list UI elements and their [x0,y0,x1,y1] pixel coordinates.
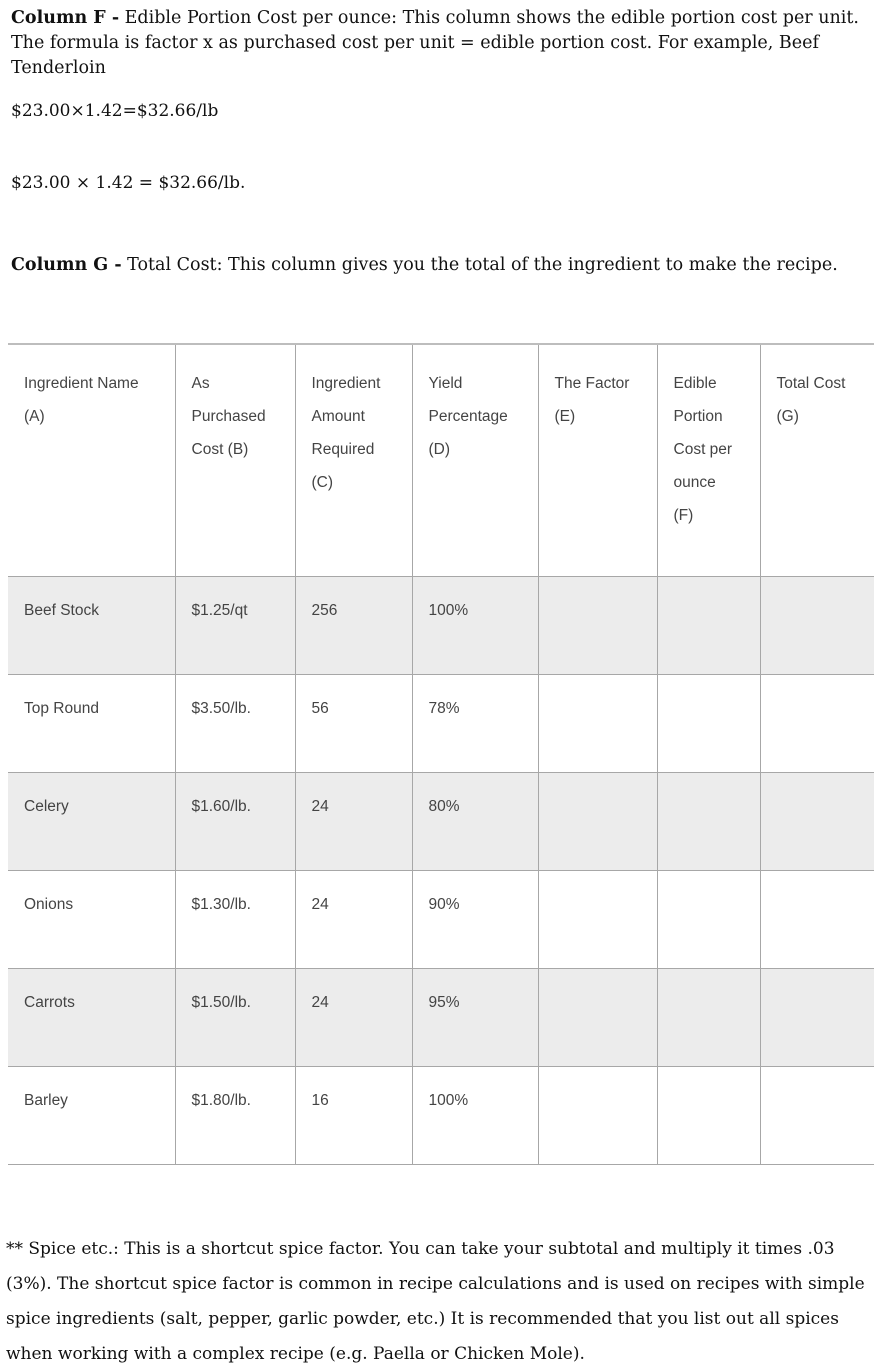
table-cell [760,968,874,1066]
table-cell: 24 [295,870,412,968]
column-header [295,344,412,576]
table-cell [657,968,760,1066]
table-cell [538,576,657,674]
table-cell: Carrots [8,968,175,1066]
table-cell [538,870,657,968]
table-cell [760,772,874,870]
column-f-paragraph [11,6,871,81]
table-cell: $1.60/lb. [175,772,295,870]
table-cell: Top Round [8,674,175,772]
column-header-line: ounce [673,474,716,491]
column-g-text: Total Cost: This column gives you the total of the ingredient to make the recipe. [121,255,838,275]
table-cell [760,1066,874,1164]
column-header-line: Required [311,441,375,458]
table-cell [657,772,760,870]
column-header-line: As [191,375,210,392]
column-header-line: (E) [554,408,576,425]
table-row [8,576,874,674]
table-cell [538,1066,657,1164]
column-header [8,344,175,576]
column-f-heading: Column F - [11,8,120,28]
table-cell [760,674,874,772]
table-cell [760,870,874,968]
table-cell [538,968,657,1066]
table-body [8,576,874,1164]
column-header [760,344,874,576]
column-header-line: Ingredient [311,375,381,392]
table-cell: 24 [295,772,412,870]
column-header-line: (D) [428,441,451,458]
table-row [8,674,874,772]
column-header-line: Total Cost [776,375,846,392]
table-cell: 100% [412,576,538,674]
table-cell: Onions [8,870,175,968]
column-header-line: (C) [311,474,334,491]
column-header-line: Amount [311,408,365,425]
table-cell: 256 [295,576,412,674]
table-cell: 56 [295,674,412,772]
table-cell: 100% [412,1066,538,1164]
column-header-line: The Factor [554,375,630,392]
table-row [8,772,874,870]
column-header-line: Cost (B) [191,441,249,458]
formula-example-2: $23.00 × 1.42 = $32.66/lb. [11,173,246,193]
column-header-line: Yield [428,375,463,392]
table-cell: 95% [412,968,538,1066]
column-g-paragraph [11,253,838,277]
table-cell: 90% [412,870,538,968]
table-row [8,870,874,968]
table-cell: $1.30/lb. [175,870,295,968]
table-cell: $1.80/lb. [175,1066,295,1164]
table-row [8,1066,874,1164]
column-header [538,344,657,576]
column-header-line: Purchased [191,408,266,425]
table-cell [760,576,874,674]
table-cell [538,772,657,870]
table-cell: 78% [412,674,538,772]
table-cell: $3.50/lb. [175,674,295,772]
column-header [657,344,760,576]
table-cell: $1.50/lb. [175,968,295,1066]
table-cell: 80% [412,772,538,870]
table-cell [657,1066,760,1164]
column-header [175,344,295,576]
table-cell: 24 [295,968,412,1066]
column-header-line: (F) [673,507,694,524]
column-header-line: Ingredient Name [24,375,139,392]
column-g-heading: Column G - [11,255,122,275]
table-cell [657,870,760,968]
table-header [8,344,874,576]
table-row [8,968,874,1066]
table-cell [657,576,760,674]
column-header-line: (G) [776,408,799,425]
table-cell [538,674,657,772]
table-cell [657,674,760,772]
column-header [412,344,538,576]
spice-note: ** Spice etc.: This is a shortcut spice factor. You can take your subtotal and multiply it times .03 (3%). The shortcut spice factor is common in recipe calculations and is used on recipes with simple spice ingredients (salt, pepper, garlic powder, etc.) It is recommended that you list out all spices when working with a complex recipe (e.g. Paella or Chicken Mole). [6,1239,865,1364]
column-header-line: Cost per [673,441,733,458]
column-f-text: Edible Portion Cost per ounce: This column shows the edible portion cost per unit. The formula is factor x as purchased cost per unit = edible portion cost. For example, Beef Tenderloin [11,8,859,78]
table-cell: Beef Stock [8,576,175,674]
header-row [8,344,874,576]
recipe-cost-table [8,343,874,1165]
table-cell: Barley [8,1066,175,1164]
table-cell: 16 [295,1066,412,1164]
formula-example-1: $23.00×1.42=$32.66/lb [11,101,219,121]
column-header-line: Percentage [428,408,508,425]
column-header-line: Portion [673,408,723,425]
table-cell: $1.25/qt [175,576,295,674]
table-cell: Celery [8,772,175,870]
column-header-line: (A) [24,408,45,425]
column-header-line: Edible [673,375,717,392]
